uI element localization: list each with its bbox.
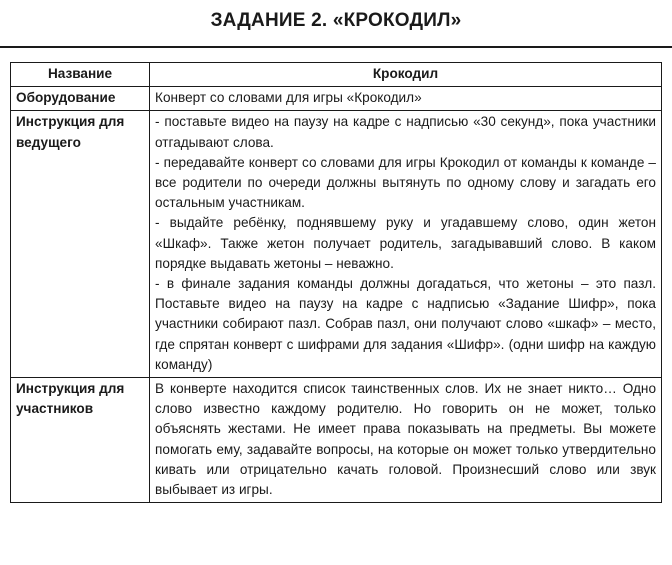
paragraph: Конверт со словами для игры «Крокодил» [155, 90, 422, 106]
title-divider [0, 46, 672, 48]
row-content-equipment [150, 87, 662, 111]
page-title: ЗАДАНИЕ 2. «КРОКОДИЛ» [210, 10, 462, 31]
task-table [10, 62, 662, 503]
header-name-cell: Название [11, 63, 150, 87]
paragraph: В конверте находится список таинственных слов. Их не знает никто… Одно слово известно каждому родителю. Но говорить он не может, только объяснять жестами. Не имеет права показывать на предметы. Вы можете помогать ему, задавайте вопросы, на которые он может только утвердительно кивать или отрицательно качать головой. Произнесший слово или звук выбывает из игры. [155, 381, 656, 498]
table-row-host-instructions [11, 111, 662, 378]
row-label-equipment: Оборудование [11, 87, 150, 111]
row-content-participant-instructions [150, 378, 662, 503]
header-value-cell: Крокодил [150, 63, 662, 87]
paragraph: - выдайте ребёнку, поднявшему руку и угадавшему слово, один жетон «Шкаф». Также жетон получает родитель, загадывавший слово. В каком порядке выдавать жетоны – неважно. [155, 215, 656, 271]
table-row-participant-instructions [11, 378, 662, 503]
paragraph: - в финале задания команды должны догадаться, что жетоны – это пазл. Поставьте видео на паузу на кадре с надписью «Задание Шифр», пока участники собирают пазл. Собрав пазл, они получают слово «шкаф» – место, где спрятан конверт с шифрами для задания «Шифр». (одни шифр на каждую команду) [155, 276, 656, 372]
table-row-equipment [11, 87, 662, 111]
row-label-host-instructions: Инструкция для ведущего [11, 111, 150, 378]
row-content-host-instructions [150, 111, 662, 378]
table-header-row [11, 63, 662, 87]
paragraph: - передавайте конверт со словами для игры Крокодил от команды к команде – все родители по очереди должны вытянуть по одному слову и загадать его остальным участникам. [155, 154, 656, 211]
paragraph: - поставьте видео на паузу на кадре с надписью «30 секунд», пока участники отгадывают слова. [155, 114, 656, 150]
row-label-participant-instructions: Инструкция для участников [11, 378, 150, 503]
